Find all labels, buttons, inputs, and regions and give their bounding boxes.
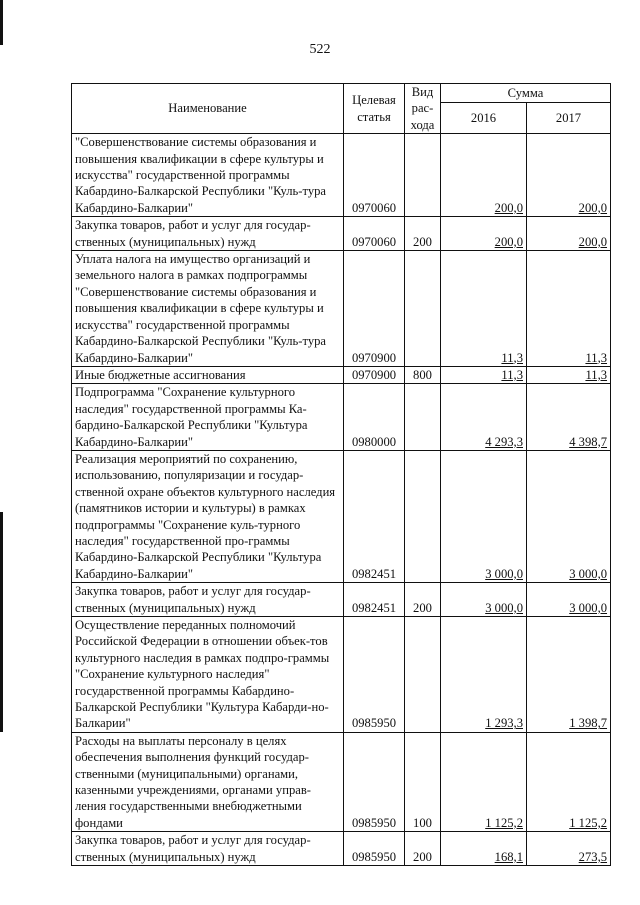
row-target-cell: 0985950 <box>344 617 405 733</box>
table-row <box>72 217 611 251</box>
row-sum-2017-cell: 4 398,7 <box>527 384 611 451</box>
row-target-cell: 0970060 <box>344 134 405 217</box>
row-name-cell: Подпрограмма "Сохранение культурного наследия" государственной программы Ка-бардино-Балкарской Республики "Культура Кабардино-Балкарии" <box>72 384 344 451</box>
row-sum-2016-cell: 3 000,0 <box>441 583 527 617</box>
row-expense-cell: 200 <box>405 832 441 866</box>
row-sum-2017-cell: 3 000,0 <box>527 583 611 617</box>
row-sum-2016-cell: 1 125,2 <box>441 732 527 831</box>
table-row <box>72 617 611 733</box>
row-name-cell: Расходы на выплаты персоналу в целях обеспечения выполнения функций государ-ственными (муниципальными) органами, казенными учреждениями, органами управ-ления государственными внебюджетными фондами <box>72 732 344 831</box>
header-target: Целевая статья <box>344 84 405 134</box>
row-sum-2016-cell: 200,0 <box>441 217 527 251</box>
row-target-cell: 0985950 <box>344 732 405 831</box>
row-name-cell: Уплата налога на имущество организаций и земельного налога в рамках подпрограммы "Совершенствование системы образования и повышения квалификации в сфере культуры и искусства" государственной программы Кабардино-Балкарской Республики "Куль-тура Кабардино-Балкарии" <box>72 251 344 367</box>
row-target-cell: 0970060 <box>344 217 405 251</box>
row-name-cell: Осуществление переданных полномочий Российской Федерации в отношении объек-тов культурного наследия в рамках подпро-граммы "Сохранение культурного наследия" государственной программы Кабардино-Балкарской Республики "Культура Кабарди-но-Балкарии" <box>72 617 344 733</box>
row-sum-2016-cell: 168,1 <box>441 832 527 866</box>
row-target-cell: 0982451 <box>344 450 405 582</box>
header-year-2017: 2017 <box>527 103 611 134</box>
table-row <box>72 450 611 582</box>
row-sum-2017-cell: 1 398,7 <box>527 617 611 733</box>
row-name-cell: Реализация мероприятий по сохранению, использованию, популяризации и государ-ственной охране объектов культурного наследия (памятников истории и культуры) в рамках подпрограммы "Сохранение куль-турного наследия" государственной про-граммы Кабардино-Балкарской Республики "Культура Кабардино-Балкарии" <box>72 450 344 582</box>
row-expense-cell: 800 <box>405 366 441 383</box>
row-target-cell: 0985950 <box>344 832 405 866</box>
row-sum-2017-cell: 200,0 <box>527 134 611 217</box>
row-target-cell: 0980000 <box>344 384 405 451</box>
table-row <box>72 366 611 383</box>
row-sum-2017-cell: 200,0 <box>527 217 611 251</box>
table-row <box>72 134 611 217</box>
table-row <box>72 732 611 831</box>
row-sum-2016-cell: 200,0 <box>441 134 527 217</box>
row-sum-2016-cell: 11,3 <box>441 366 527 383</box>
row-sum-2017-cell: 273,5 <box>527 832 611 866</box>
row-expense-cell: 200 <box>405 217 441 251</box>
scan-margin-mark-middle <box>0 512 3 732</box>
row-name-cell: Закупка товаров, работ и услуг для государ-ственных (муниципальных) нужд <box>72 583 344 617</box>
row-name-cell: Закупка товаров, работ и услуг для государ-ственных (муниципальных) нужд <box>72 832 344 866</box>
header-sum: Сумма <box>441 84 611 103</box>
scan-margin-mark-top <box>0 0 3 45</box>
row-name-cell: Закупка товаров, работ и услуг для государ-ственных (муниципальных) нужд <box>72 217 344 251</box>
page-number: 522 <box>309 42 331 57</box>
row-expense-cell <box>405 251 441 367</box>
row-sum-2017-cell: 1 125,2 <box>527 732 611 831</box>
row-target-cell: 0970900 <box>344 251 405 367</box>
row-expense-cell <box>405 384 441 451</box>
header-name: Наименование <box>72 84 344 134</box>
table-row <box>72 384 611 451</box>
row-name-cell: "Совершенствование системы образования и повышения квалификации в сфере культуры и искусства" государственной программы Кабардино-Балкарской Республики "Куль-тура Кабардино-Балкарии" <box>72 134 344 217</box>
header-expense-type: Вид рас-хода <box>405 84 441 134</box>
row-name-cell: Иные бюджетные ассигнования <box>72 366 344 383</box>
row-sum-2016-cell: 4 293,3 <box>441 384 527 451</box>
row-target-cell: 0982451 <box>344 583 405 617</box>
table-body <box>72 134 611 866</box>
row-sum-2017-cell: 11,3 <box>527 366 611 383</box>
row-expense-cell: 200 <box>405 583 441 617</box>
table-row <box>72 832 611 866</box>
row-expense-cell <box>405 617 441 733</box>
budget-table <box>71 83 611 866</box>
row-sum-2016-cell: 1 293,3 <box>441 617 527 733</box>
row-expense-cell <box>405 134 441 217</box>
row-sum-2016-cell: 3 000,0 <box>441 450 527 582</box>
row-sum-2017-cell: 11,3 <box>527 251 611 367</box>
row-expense-cell: 100 <box>405 732 441 831</box>
header-year-2016: 2016 <box>441 103 527 134</box>
table-row <box>72 583 611 617</box>
row-sum-2016-cell: 11,3 <box>441 251 527 367</box>
table-row <box>72 251 611 367</box>
row-sum-2017-cell: 3 000,0 <box>527 450 611 582</box>
row-expense-cell <box>405 450 441 582</box>
row-target-cell: 0970900 <box>344 366 405 383</box>
